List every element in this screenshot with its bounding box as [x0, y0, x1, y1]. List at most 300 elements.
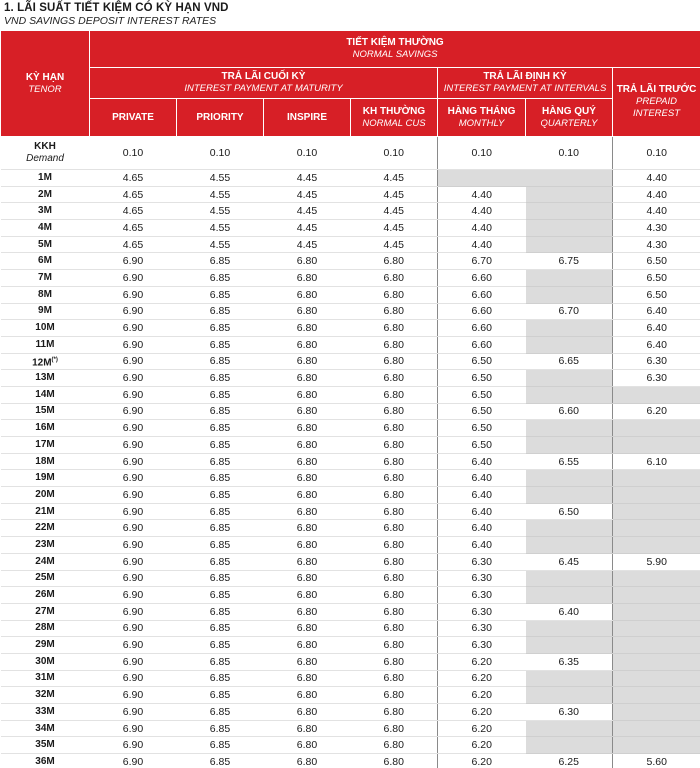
rate-cell-prepaid: 5.60 — [613, 754, 700, 768]
rate-cell-priority: 6.85 — [177, 403, 264, 420]
table-row — [1, 737, 700, 754]
tenor-cell — [1, 754, 90, 768]
rate-cell-priority: 6.85 — [177, 386, 264, 403]
rate-cell-private: 6.90 — [90, 537, 177, 554]
table-row — [1, 403, 700, 420]
rate-cell-quarterly — [526, 336, 613, 353]
rate-cell-normal: 4.45 — [351, 170, 438, 187]
rate-cell-prepaid: 6.50 — [613, 286, 700, 303]
rate-cell-priority: 4.55 — [177, 203, 264, 220]
tenor-label: 5M — [38, 238, 52, 250]
rate-cell-private: 6.90 — [90, 587, 177, 604]
table-row — [1, 236, 700, 253]
rate-cell-priority: 6.85 — [177, 570, 264, 587]
rate-cell-priority: 6.85 — [177, 487, 264, 504]
rate-cell-inspire: 6.80 — [264, 353, 351, 370]
tenor-cell — [1, 653, 90, 670]
header-monthly-en: MONTHLY — [458, 117, 505, 129]
tenor-cell — [1, 353, 90, 370]
rate-cell-private: 6.90 — [90, 403, 177, 420]
rate-cell-prepaid — [613, 470, 700, 487]
rate-cell-quarterly — [526, 203, 613, 220]
tenor-label: 36M — [35, 755, 55, 767]
rate-cell-inspire: 6.80 — [264, 620, 351, 637]
rate-cell-inspire: 6.80 — [264, 320, 351, 337]
rate-cell-prepaid — [613, 687, 700, 704]
rate-cell-monthly: 4.40 — [438, 186, 526, 203]
header-tenor — [1, 31, 90, 137]
rate-cell-priority: 6.85 — [177, 253, 264, 270]
rate-cell-priority: 4.55 — [177, 186, 264, 203]
table-row — [1, 203, 700, 220]
tenor-label: 33M — [35, 705, 55, 717]
rate-cell-normal: 6.80 — [351, 303, 438, 320]
rate-cell-priority: 6.85 — [177, 503, 264, 520]
tenor-label: 19M — [35, 472, 55, 484]
rate-cell-private: 6.90 — [90, 720, 177, 737]
rate-cell-inspire: 4.45 — [264, 170, 351, 187]
tenor-label: 4M — [38, 221, 52, 233]
tenor-label: 25M — [35, 572, 55, 584]
table-row — [1, 603, 700, 620]
tenor-cell — [1, 420, 90, 437]
rate-cell-quarterly — [526, 386, 613, 403]
rate-cell-inspire: 6.80 — [264, 437, 351, 454]
rate-cell-quarterly — [526, 587, 613, 604]
rate-cell-inspire: 6.80 — [264, 520, 351, 537]
table-row — [1, 687, 700, 704]
tenor-cell — [1, 137, 90, 170]
header-monthly — [438, 99, 526, 137]
table-row — [1, 286, 700, 303]
rate-cell-inspire: 6.80 — [264, 370, 351, 387]
tenor-cell — [1, 403, 90, 420]
rate-cell-normal: 6.80 — [351, 437, 438, 454]
table-row — [1, 670, 700, 687]
table-row — [1, 437, 700, 454]
tenor-label: 18M — [35, 455, 55, 467]
rate-cell-normal: 0.10 — [351, 137, 438, 170]
tenor-cell — [1, 470, 90, 487]
rate-cell-monthly — [438, 170, 526, 187]
rate-cell-quarterly — [526, 320, 613, 337]
table-row — [1, 720, 700, 737]
rate-cell-prepaid — [613, 503, 700, 520]
rate-cell-private: 6.90 — [90, 754, 177, 768]
rate-cell-monthly: 6.60 — [438, 270, 526, 287]
rate-cell-monthly: 6.30 — [438, 603, 526, 620]
rate-cell-prepaid — [613, 537, 700, 554]
table-row — [1, 303, 700, 320]
rate-cell-private: 6.90 — [90, 487, 177, 504]
rate-cell-normal: 6.80 — [351, 503, 438, 520]
tenor-cell — [1, 186, 90, 203]
rate-cell-quarterly: 6.35 — [526, 653, 613, 670]
rate-cell-monthly: 0.10 — [438, 137, 526, 170]
rate-cell-priority: 6.85 — [177, 737, 264, 754]
rate-cell-monthly: 6.50 — [438, 386, 526, 403]
rate-cell-normal: 6.80 — [351, 687, 438, 704]
rate-cell-priority: 6.85 — [177, 637, 264, 654]
rate-cell-prepaid — [613, 704, 700, 721]
table-row — [1, 170, 700, 187]
rate-cell-quarterly — [526, 286, 613, 303]
rate-cell-normal: 6.80 — [351, 637, 438, 654]
rate-cell-private: 4.65 — [90, 203, 177, 220]
rate-cell-inspire: 6.80 — [264, 253, 351, 270]
rate-cell-quarterly: 6.65 — [526, 353, 613, 370]
table-row — [1, 137, 700, 170]
rate-cell-priority: 6.85 — [177, 420, 264, 437]
rate-cell-private: 6.90 — [90, 553, 177, 570]
rate-cell-private: 6.90 — [90, 470, 177, 487]
rate-cell-monthly: 6.70 — [438, 253, 526, 270]
table-row — [1, 637, 700, 654]
rate-cell-quarterly — [526, 270, 613, 287]
rate-cell-normal: 6.80 — [351, 420, 438, 437]
rate-cell-inspire: 4.45 — [264, 186, 351, 203]
header-inspire: INSPIRE — [264, 99, 351, 137]
rate-cell-private: 6.90 — [90, 270, 177, 287]
tenor-label: 26M — [35, 589, 55, 601]
tenor-label: 27M — [35, 605, 55, 617]
rate-cell-monthly: 6.50 — [438, 437, 526, 454]
rate-cell-prepaid — [613, 386, 700, 403]
tenor-label: 6M — [38, 255, 52, 267]
rate-cell-private: 6.90 — [90, 370, 177, 387]
rate-cell-inspire: 6.80 — [264, 470, 351, 487]
rate-cell-quarterly — [526, 670, 613, 687]
table-row — [1, 220, 700, 237]
tenor-label: 7M — [38, 271, 52, 283]
rate-cell-private: 6.90 — [90, 420, 177, 437]
rate-cell-inspire: 6.80 — [264, 286, 351, 303]
rate-cell-quarterly: 6.55 — [526, 453, 613, 470]
rate-cell-private: 4.65 — [90, 170, 177, 187]
rate-cell-quarterly — [526, 220, 613, 237]
rate-cell-quarterly: 6.40 — [526, 603, 613, 620]
rate-cell-priority: 6.85 — [177, 520, 264, 537]
rate-cell-monthly: 6.50 — [438, 420, 526, 437]
rate-cell-monthly: 6.50 — [438, 370, 526, 387]
rate-cell-priority: 6.85 — [177, 620, 264, 637]
rate-cell-normal: 6.80 — [351, 403, 438, 420]
header-tenor-vi: KỲ HẠN — [25, 71, 65, 83]
table-row — [1, 353, 700, 370]
rate-cell-inspire: 6.80 — [264, 453, 351, 470]
header-maturity-vi: TRẢ LÃI CUỐI KỲ — [221, 71, 306, 82]
rate-cell-prepaid — [613, 520, 700, 537]
tenor-cell — [1, 336, 90, 353]
tenor-label: 35M — [35, 739, 55, 751]
rate-cell-priority: 6.85 — [177, 336, 264, 353]
rate-cell-quarterly: 6.50 — [526, 503, 613, 520]
rate-cell-normal: 6.80 — [351, 670, 438, 687]
rate-cell-private: 6.90 — [90, 303, 177, 320]
table-row — [1, 704, 700, 721]
rate-cell-normal: 6.80 — [351, 704, 438, 721]
rate-cell-inspire: 6.80 — [264, 754, 351, 768]
header-maturity — [90, 68, 438, 99]
rate-cell-monthly: 6.40 — [438, 503, 526, 520]
rate-cell-quarterly — [526, 420, 613, 437]
rate-cell-priority: 4.55 — [177, 170, 264, 187]
rate-cell-prepaid: 5.90 — [613, 553, 700, 570]
rate-cell-inspire: 6.80 — [264, 270, 351, 287]
rate-cell-normal: 6.80 — [351, 286, 438, 303]
tenor-cell — [1, 286, 90, 303]
tenor-cell — [1, 220, 90, 237]
rate-cell-monthly: 4.40 — [438, 220, 526, 237]
table-row — [1, 370, 700, 387]
rate-cell-private: 6.90 — [90, 704, 177, 721]
rate-cell-monthly: 6.40 — [438, 520, 526, 537]
rate-cell-private: 6.90 — [90, 453, 177, 470]
tenor-label: 2M — [38, 188, 52, 200]
header-maturity-en: INTEREST PAYMENT AT MATURITY — [184, 83, 343, 94]
rate-cell-priority: 6.85 — [177, 303, 264, 320]
rate-cell-quarterly — [526, 170, 613, 187]
table-header — [1, 31, 700, 137]
rate-cell-normal: 6.80 — [351, 336, 438, 353]
tenor-label: 13M — [35, 372, 55, 384]
table-row — [1, 420, 700, 437]
tenor-label: 3M — [38, 205, 52, 217]
rate-cell-normal: 6.80 — [351, 720, 438, 737]
rate-cell-normal: 6.80 — [351, 453, 438, 470]
rate-cell-quarterly: 0.10 — [526, 137, 613, 170]
rate-cell-prepaid — [613, 587, 700, 604]
rate-cell-prepaid — [613, 570, 700, 587]
table-row — [1, 653, 700, 670]
rate-cell-private: 6.90 — [90, 620, 177, 637]
rate-cell-prepaid — [613, 737, 700, 754]
rate-cell-inspire: 6.80 — [264, 603, 351, 620]
rate-cell-quarterly: 6.60 — [526, 403, 613, 420]
rate-cell-monthly: 6.20 — [438, 653, 526, 670]
header-intervals-vi: TRẢ LÃI ĐỊNH KỲ — [483, 71, 567, 82]
rate-cell-inspire: 6.80 — [264, 336, 351, 353]
rate-cell-quarterly: 6.25 — [526, 754, 613, 768]
table-row — [1, 320, 700, 337]
rate-cell-normal: 6.80 — [351, 370, 438, 387]
rate-cell-prepaid — [613, 720, 700, 737]
rate-cell-private: 6.90 — [90, 286, 177, 303]
rate-cell-inspire: 6.80 — [264, 570, 351, 587]
rate-cell-monthly: 6.60 — [438, 320, 526, 337]
tenor-cell — [1, 603, 90, 620]
tenor-label: 11M — [35, 338, 55, 350]
rate-cell-monthly: 6.30 — [438, 620, 526, 637]
header-normal-cus — [351, 99, 438, 137]
rate-cell-monthly: 6.30 — [438, 570, 526, 587]
table-row — [1, 570, 700, 587]
rate-cell-monthly: 6.40 — [438, 487, 526, 504]
rate-cell-prepaid — [613, 437, 700, 454]
tenor-label: 20M — [35, 488, 55, 500]
rate-cell-priority: 6.85 — [177, 286, 264, 303]
rate-cell-monthly: 6.60 — [438, 286, 526, 303]
table-row — [1, 503, 700, 520]
tenor-label: 14M — [35, 388, 55, 400]
table-row — [1, 453, 700, 470]
rate-cell-priority: 6.85 — [177, 603, 264, 620]
table-row — [1, 270, 700, 287]
rate-cell-private: 6.90 — [90, 386, 177, 403]
rate-cell-priority: 6.85 — [177, 537, 264, 554]
tenor-label: 10M — [35, 322, 55, 334]
rate-cell-private: 6.90 — [90, 520, 177, 537]
rate-cell-monthly: 6.20 — [438, 670, 526, 687]
rate-cell-normal: 4.45 — [351, 236, 438, 253]
table-row — [1, 470, 700, 487]
tenor-label: 32M — [35, 689, 55, 701]
rate-cell-private: 4.65 — [90, 236, 177, 253]
rate-cell-monthly: 6.30 — [438, 587, 526, 604]
tenor-cell — [1, 270, 90, 287]
rate-cell-normal: 6.80 — [351, 620, 438, 637]
header-intervals — [438, 68, 613, 99]
header-prepaid — [613, 68, 700, 137]
tenor-cell — [1, 687, 90, 704]
tenor-label: 28M — [35, 622, 55, 634]
rate-cell-quarterly — [526, 186, 613, 203]
rate-cell-prepaid — [613, 637, 700, 654]
rate-cell-monthly: 6.20 — [438, 720, 526, 737]
rate-cell-inspire: 6.80 — [264, 503, 351, 520]
rate-cell-inspire: 6.80 — [264, 386, 351, 403]
rate-cell-quarterly — [526, 370, 613, 387]
rate-cell-priority: 6.85 — [177, 437, 264, 454]
tenor-label: 21M — [35, 505, 55, 517]
rate-cell-quarterly — [526, 437, 613, 454]
rate-cell-normal: 6.80 — [351, 737, 438, 754]
rate-cell-normal: 6.80 — [351, 587, 438, 604]
rate-cell-priority: 4.55 — [177, 220, 264, 237]
table-row — [1, 754, 700, 768]
rate-cell-quarterly: 6.70 — [526, 303, 613, 320]
rate-cell-quarterly — [526, 470, 613, 487]
rate-cell-quarterly — [526, 520, 613, 537]
rate-cell-monthly: 6.20 — [438, 704, 526, 721]
rate-cell-inspire: 6.80 — [264, 637, 351, 654]
tenor-footnote-mark: (*) — [51, 356, 58, 363]
rate-cell-prepaid — [613, 670, 700, 687]
rate-cell-monthly: 6.60 — [438, 336, 526, 353]
header-quarterly — [526, 99, 613, 137]
rate-cell-monthly: 6.40 — [438, 470, 526, 487]
rate-cell-normal: 6.80 — [351, 470, 438, 487]
rate-cell-normal: 4.45 — [351, 186, 438, 203]
rate-cell-monthly: 6.20 — [438, 687, 526, 704]
rate-cell-monthly: 4.40 — [438, 236, 526, 253]
tenor-cell — [1, 553, 90, 570]
rate-cell-normal: 4.45 — [351, 220, 438, 237]
rate-cell-monthly: 6.40 — [438, 537, 526, 554]
rate-cell-inspire: 6.80 — [264, 653, 351, 670]
rate-cell-priority: 6.85 — [177, 270, 264, 287]
tenor-label: 8M — [38, 288, 52, 300]
rate-cell-priority: 6.85 — [177, 587, 264, 604]
tenor-label: KKH — [34, 141, 56, 152]
rate-cell-prepaid: 6.30 — [613, 370, 700, 387]
rate-cell-inspire: 6.80 — [264, 303, 351, 320]
rate-cell-normal: 6.80 — [351, 570, 438, 587]
rate-cell-quarterly — [526, 570, 613, 587]
rate-cell-normal: 6.80 — [351, 386, 438, 403]
rate-cell-quarterly — [526, 720, 613, 737]
tenor-cell — [1, 203, 90, 220]
rate-cell-prepaid: 6.10 — [613, 453, 700, 470]
header-intervals-en: INTEREST PAYMENT AT INTERVALS — [443, 83, 607, 94]
tenor-label: 9M — [38, 305, 52, 317]
rate-cell-normal: 6.80 — [351, 653, 438, 670]
rate-cell-private: 6.90 — [90, 353, 177, 370]
header-normal-cus-vi: KH THƯỜNG — [362, 105, 426, 117]
table-row — [1, 587, 700, 604]
rate-cell-quarterly — [526, 687, 613, 704]
rate-cell-prepaid: 6.40 — [613, 303, 700, 320]
rate-cell-quarterly: 6.75 — [526, 253, 613, 270]
table-row — [1, 537, 700, 554]
rate-cell-inspire: 6.80 — [264, 553, 351, 570]
rate-cell-prepaid: 6.50 — [613, 253, 700, 270]
rate-cell-prepaid: 4.30 — [613, 236, 700, 253]
rate-cell-normal: 6.80 — [351, 520, 438, 537]
rate-cell-inspire: 6.80 — [264, 687, 351, 704]
rate-cell-normal: 6.80 — [351, 603, 438, 620]
tenor-cell — [1, 587, 90, 604]
tenor-cell — [1, 386, 90, 403]
rate-cell-monthly: 4.40 — [438, 203, 526, 220]
header-quarterly-en: QUARTERLY — [540, 117, 598, 129]
rate-cell-prepaid — [613, 653, 700, 670]
tenor-cell — [1, 236, 90, 253]
rate-cell-priority: 6.85 — [177, 720, 264, 737]
tenor-cell — [1, 453, 90, 470]
rate-cell-priority: 6.85 — [177, 687, 264, 704]
tenor-cell — [1, 720, 90, 737]
rate-cell-prepaid: 4.40 — [613, 203, 700, 220]
tenor-cell — [1, 537, 90, 554]
rate-cell-monthly: 6.60 — [438, 303, 526, 320]
rate-cell-prepaid: 0.10 — [613, 137, 700, 170]
rate-cell-private: 6.90 — [90, 437, 177, 454]
rate-cell-inspire: 6.80 — [264, 720, 351, 737]
rate-cell-quarterly — [526, 236, 613, 253]
rate-cell-private: 6.90 — [90, 687, 177, 704]
interest-rate-table — [0, 30, 700, 768]
table-row — [1, 186, 700, 203]
rate-cell-prepaid: 4.30 — [613, 220, 700, 237]
rate-cell-priority: 6.85 — [177, 653, 264, 670]
rate-cell-prepaid: 4.40 — [613, 170, 700, 187]
tenor-cell — [1, 487, 90, 504]
rate-cell-private: 6.90 — [90, 653, 177, 670]
rate-cell-normal: 6.80 — [351, 353, 438, 370]
tenor-label: 16M — [35, 422, 55, 434]
rate-cell-normal: 6.80 — [351, 253, 438, 270]
rate-cell-prepaid: 6.40 — [613, 336, 700, 353]
tenor-label: 22M — [35, 522, 55, 534]
rate-cell-inspire: 6.80 — [264, 670, 351, 687]
tenor-cell — [1, 620, 90, 637]
header-normal-cus-en: NORMAL CUS — [362, 117, 426, 129]
header-normal-savings-en: NORMAL SAVINGS — [352, 49, 438, 60]
rate-cell-inspire: 6.80 — [264, 737, 351, 754]
rate-cell-monthly: 6.50 — [438, 353, 526, 370]
rate-cell-quarterly — [526, 487, 613, 504]
